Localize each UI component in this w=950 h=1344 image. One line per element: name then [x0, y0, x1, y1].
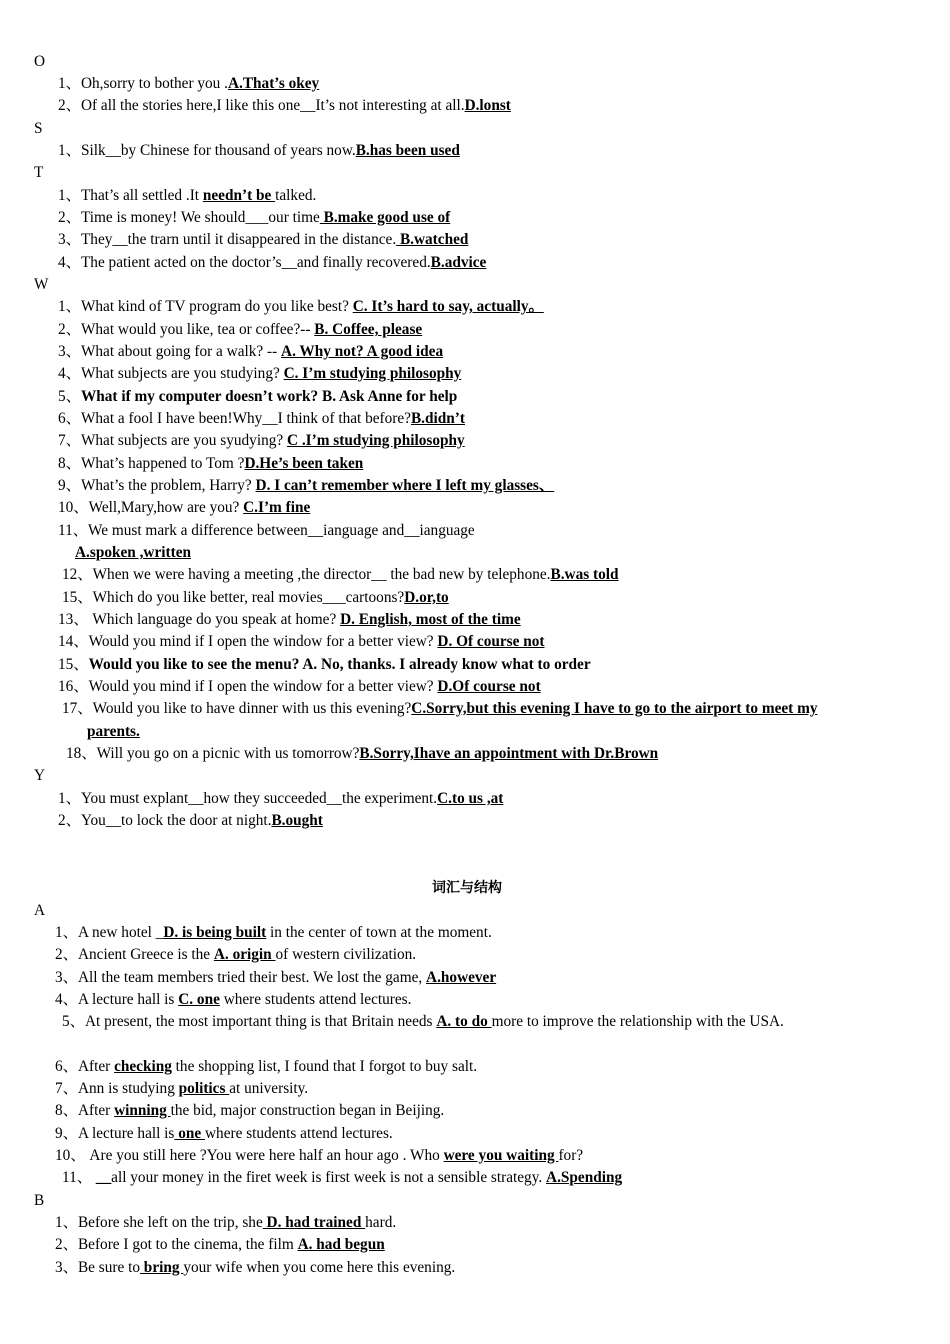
- question-item: 18、Will you go on a picnic with us tomorrow?B.Sorry,Ihave an appointment with Dr.Brown: [66, 745, 659, 762]
- answer: A. had begun: [297, 1236, 385, 1253]
- answer: politics: [178, 1080, 230, 1097]
- answer: checking: [114, 1058, 172, 1075]
- question-item: 2、You__to lock the door at night.B.ought: [58, 812, 323, 829]
- question-item: 3、What about going for a walk? -- A. Why not? A good idea: [58, 343, 444, 360]
- answer: B.advice: [430, 254, 487, 271]
- question-item: 8、What’s happened to Tom ?D.He’s been taken: [58, 455, 364, 472]
- answer: C.to us ,at: [437, 790, 504, 807]
- question-item: 10、Well,Mary,how are you? C.I’m fine: [58, 499, 311, 516]
- answer: D.Of course not: [437, 678, 541, 695]
- answer: A. origin: [213, 946, 276, 963]
- answer: B. Coffee, please: [314, 321, 423, 338]
- question-item: 9、What’s the problem, Harry? D. I can’t remember where I left my glasses、: [58, 477, 555, 494]
- answer: B.has been used: [355, 142, 460, 159]
- answer: B.make good use of: [319, 209, 451, 226]
- answer: D. had trained: [262, 1214, 366, 1231]
- answer: A. to do: [436, 1013, 492, 1030]
- answer: D. Of course not: [437, 633, 545, 650]
- answer-continuation: [87, 722, 140, 742]
- question-item: 10、 Are you still here ?You were here half an hour ago . Who were you waiting for?: [55, 1147, 584, 1164]
- question-item: 6、After checking the shopping list, I found that I forgot to buy salt.: [55, 1058, 478, 1075]
- question-item: 4、What subjects are you studying? C. I’m studying philosophy: [58, 365, 462, 382]
- answer: A.however: [426, 969, 497, 986]
- question-item: 17、Would you like to have dinner with us this evening?C.Sorry,but this evening I have to go to the airport to meet my: [62, 700, 818, 717]
- answer: C. one: [178, 991, 220, 1008]
- question-item: 5、What if my computer doesn’t work? B. Ask Anne for help: [58, 388, 458, 405]
- question-item: 4、The patient acted on the doctor’s__and finally recovered.B.advice: [58, 254, 487, 271]
- question-item: 2、What would you like, tea or coffee?-- B. Coffee, please: [58, 321, 423, 338]
- question-item: 1、What kind of TV program do you like best? C. It’s hard to say, actually。: [58, 298, 544, 315]
- answer: A. Why not? A good idea: [281, 343, 444, 360]
- question-item: 11、We must mark a difference between__ianguage and__ianguage: [58, 522, 475, 539]
- question-item: 9、A lecture hall is one where students attend lectures.: [55, 1125, 393, 1142]
- answer: B.ought: [271, 812, 323, 829]
- question-item: 1、A new hotel _D. is being built in the center of town at the moment.: [55, 924, 492, 941]
- answer: A.spoken ,written: [75, 544, 192, 561]
- section-letter: T: [34, 164, 44, 181]
- answer: B.Sorry,Ihave an appointment with Dr.Brown: [359, 745, 659, 762]
- question-item: 1、Before she left on the trip, she D. had trained hard.: [55, 1214, 397, 1231]
- question-item: 1、Silk__by Chinese for thousand of years now.B.has been used: [58, 142, 460, 159]
- answer: B.didn’t: [410, 410, 465, 427]
- answer: D.or,to: [404, 589, 449, 606]
- question-item: 3、Be sure to bring your wife when you come here this evening.: [55, 1259, 456, 1276]
- section-letter: W: [34, 276, 49, 293]
- question-item: 16、Would you mind if I open the window for a better view? D.Of course not: [58, 678, 541, 695]
- section-letter: B: [34, 1192, 45, 1209]
- section-letter: A: [34, 902, 46, 919]
- answer: B.watched: [396, 231, 469, 248]
- question-item: 6、What a fool I have been!Why__I think of that before?B.didn’t: [58, 410, 465, 427]
- answer: were you waiting: [443, 1147, 559, 1164]
- question-item: 4、A lecture hall is C. one where students attend lectures.: [55, 991, 412, 1008]
- question-item: 1、You must explant__how they succeeded__the experiment.C.to us ,at: [58, 790, 504, 807]
- question-item: 7、Ann is studying politics at university.: [55, 1080, 309, 1097]
- answer: C.I’m fine: [243, 499, 311, 516]
- section-letter: O: [34, 53, 46, 70]
- answer: C.Sorry,but this evening I have to go to the airport to meet my: [411, 700, 818, 717]
- answer: needn’t be: [202, 187, 276, 204]
- question-item: 2、Time is money! We should___our time B.make good use of: [58, 209, 451, 226]
- answer: winning: [114, 1102, 171, 1119]
- answer: parents.: [87, 723, 140, 740]
- question-item: 15、Would you like to see the menu? A. No, thanks. I already know what to order: [58, 656, 591, 673]
- answer: D. is being built: [163, 924, 267, 941]
- answer: D. I can’t remember where I left my glasses、: [255, 477, 555, 494]
- section-letter: Y: [34, 767, 46, 784]
- question-item: 12、When we were having a meeting ,the director__ the bad new by telephone.B.was told: [62, 566, 619, 583]
- answer: B.was told: [550, 566, 619, 583]
- question-item: 11、 __all your money in the firet week is first week is not a sensible strategy. A.Spending: [62, 1169, 623, 1186]
- question-item: 2、Ancient Greece is the A. origin of western civilization.: [55, 946, 417, 963]
- question-item: 3、All the team members tried their best. We lost the game, A.however: [55, 969, 497, 986]
- answer: D.He’s been taken: [244, 455, 364, 472]
- question-item: 15、Which do you like better, real movies___cartoons?D.or,to: [62, 589, 449, 606]
- question-item: 5、At present, the most important thing is that Britain needs A. to do more to improve the relationship with the USA.: [62, 1013, 784, 1030]
- answer: bring: [139, 1259, 184, 1276]
- answer: D. English, most of the time: [340, 611, 521, 628]
- question-item: 2、Of all the stories here,I like this one__It’s not interesting at all.D.lonst: [58, 97, 511, 114]
- answer: A.That’s okey: [227, 75, 320, 92]
- section-letter: S: [34, 120, 43, 137]
- question-item: 2、Before I got to the cinema, the film A. had begun: [55, 1236, 385, 1253]
- question-item: 14、Would you mind if I open the window for a better view? D. Of course not: [58, 633, 545, 650]
- question-item: 1、Oh,sorry to bother you .A.That’s okey: [58, 75, 320, 92]
- answer: C .I’m studying philosophy: [286, 432, 465, 449]
- answer: one: [174, 1125, 205, 1142]
- answer-continuation: [75, 543, 191, 563]
- answer: A.Spending: [546, 1169, 623, 1186]
- section-title: 词汇与结构: [432, 880, 502, 896]
- question-item: 1、That’s all settled .It needn’t be talked.: [58, 187, 317, 204]
- answer: C. I’m studying philosophy: [283, 365, 462, 382]
- answer: C. It’s hard to say, actually。: [352, 298, 544, 315]
- question-item: 8、After winning the bid, major construction began in Beijing.: [55, 1102, 445, 1119]
- answer: __: [95, 1169, 112, 1186]
- question-item: 7、What subjects are you syudying? C .I’m studying philosophy: [58, 432, 465, 449]
- answer: D.lonst: [464, 97, 511, 114]
- question-item: 13、 Which language do you speak at home? D. English, most of the time: [58, 611, 521, 628]
- question-item: 3、They__the trarn until it disappeared in the distance. B.watched: [58, 231, 469, 248]
